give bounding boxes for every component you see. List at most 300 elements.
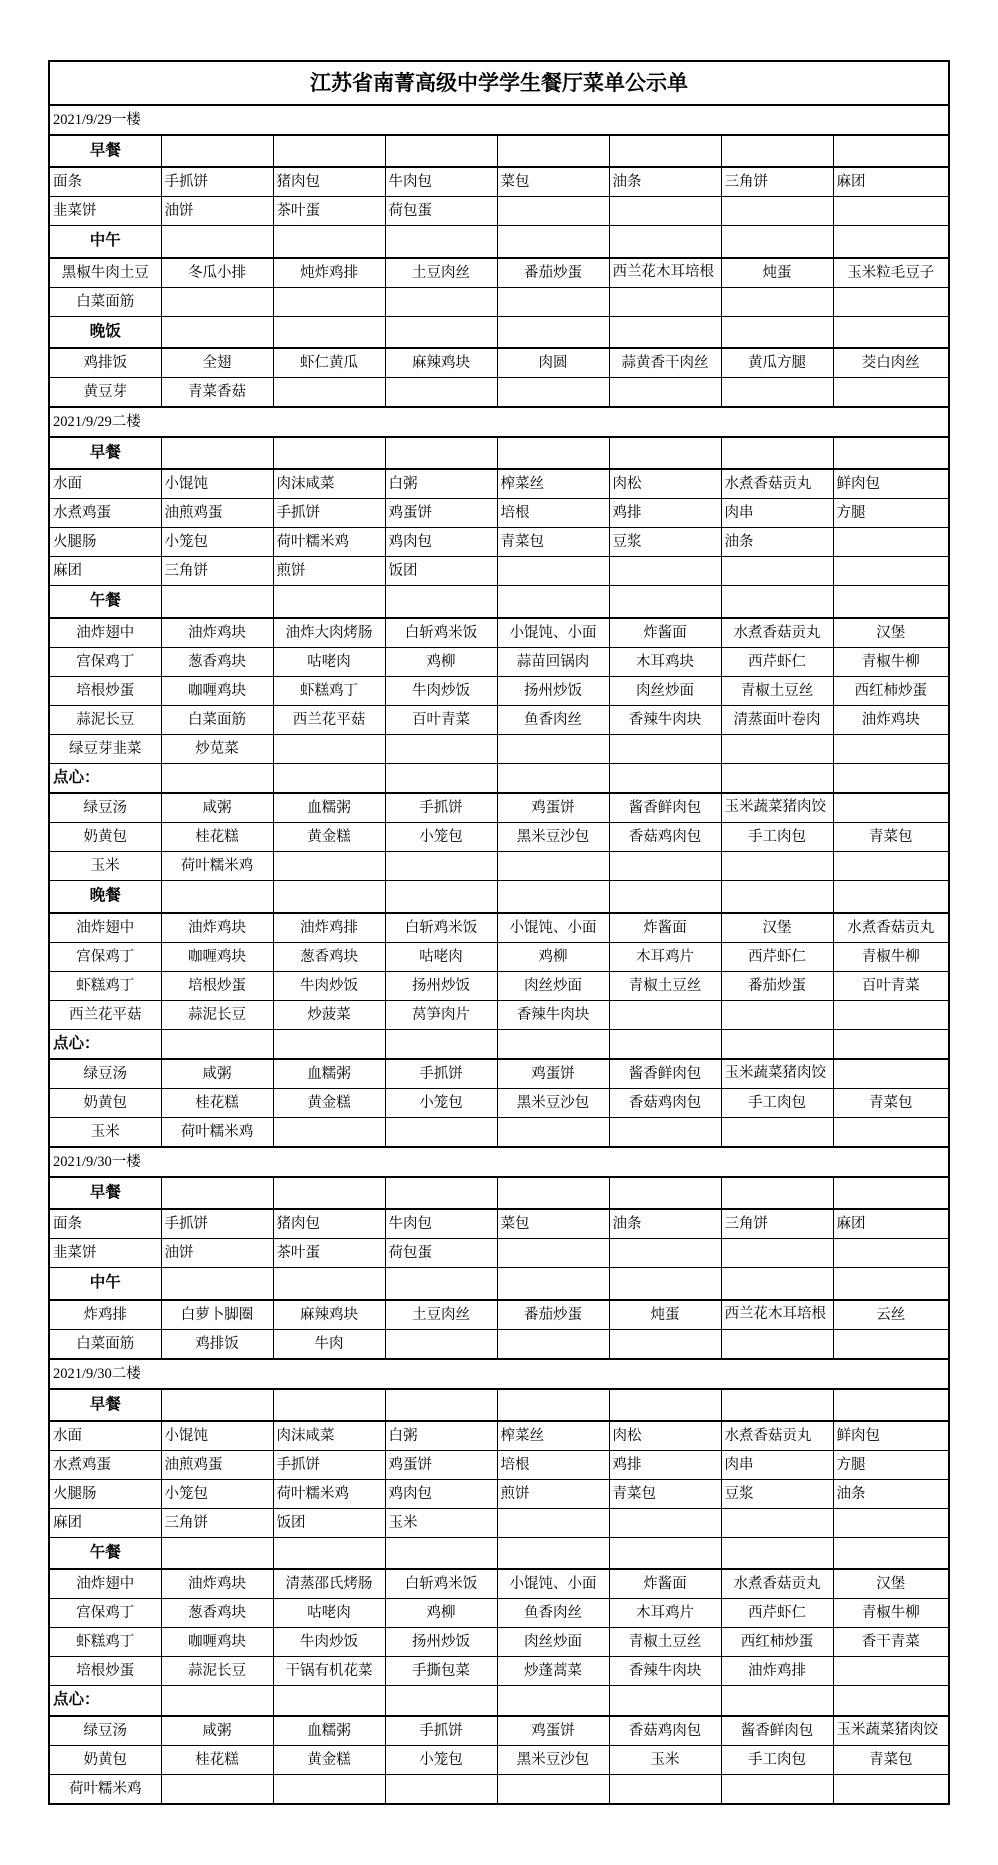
- menu-item-cell: 肉串: [721, 1450, 833, 1479]
- menu-item-row: [49, 676, 949, 705]
- menu-item-cell: 鸡蛋饼: [497, 1716, 609, 1746]
- menu-item-cell: 绿豆汤: [49, 1716, 161, 1746]
- empty-cell: [833, 793, 949, 823]
- menu-item-cell: 荷包蛋: [385, 197, 497, 226]
- empty-cell: [161, 226, 273, 258]
- menu-item-cell: 麻团: [833, 1209, 949, 1239]
- menu-item-cell: 麻辣鸡块: [273, 1300, 385, 1330]
- menu-item-cell: 炸酱面: [609, 913, 721, 943]
- empty-cell: [721, 1239, 833, 1268]
- meal-label: 中午: [49, 1268, 161, 1300]
- menu-item-cell: 云丝: [833, 1300, 949, 1330]
- menu-item-cell: 宫保鸡丁: [49, 647, 161, 676]
- empty-cell: [833, 1389, 949, 1421]
- menu-item-cell: 手撕包菜: [385, 1657, 497, 1686]
- date-floor-label: 2021/9/30一楼: [49, 1147, 949, 1177]
- meal-label: 中午: [49, 226, 161, 258]
- menu-item-cell: 油炸鸡排: [721, 1657, 833, 1686]
- menu-item-row: [49, 258, 949, 288]
- menu-title-row: [49, 61, 949, 105]
- menu-item-cell: 黑椒牛肉土豆: [49, 258, 161, 288]
- menu-item-cell: 油炸鸡排: [273, 913, 385, 943]
- menu-item-cell: 小笼包: [385, 823, 497, 852]
- menu-item-cell: 油饼: [161, 1239, 273, 1268]
- menu-item-cell: 白菜面筋: [49, 1329, 161, 1359]
- empty-cell: [833, 1029, 949, 1059]
- menu-item-cell: 牛肉包: [385, 1209, 497, 1239]
- menu-item-row: [49, 1000, 949, 1029]
- menu-item-cell: 肉沫咸菜: [273, 1421, 385, 1451]
- empty-cell: [273, 586, 385, 618]
- menu-item-cell: 培根: [497, 1450, 609, 1479]
- menu-item-cell: 番茄炒蛋: [497, 1300, 609, 1330]
- menu-item-cell: 冬瓜小排: [161, 258, 273, 288]
- menu-item-cell: 玉米: [49, 1118, 161, 1148]
- menu-item-cell: 茭白肉丝: [833, 348, 949, 378]
- menu-item-cell: 宫保鸡丁: [49, 942, 161, 971]
- menu-item-cell: 扬州炒饭: [497, 676, 609, 705]
- empty-cell: [721, 586, 833, 618]
- menu-item-cell: 奶黄包: [49, 1745, 161, 1774]
- menu-item-row: [49, 348, 949, 378]
- menu-item-cell: 玉米粒毛豆子: [833, 258, 949, 288]
- menu-item-cell: 百叶青菜: [385, 705, 497, 734]
- empty-cell: [609, 1177, 721, 1209]
- empty-cell: [385, 586, 497, 618]
- empty-cell: [833, 378, 949, 408]
- empty-cell: [721, 135, 833, 167]
- date-floor-row: [49, 1359, 949, 1389]
- menu-item-cell: 水煮鸡蛋: [49, 1450, 161, 1479]
- menu-item-cell: 玉米: [385, 1508, 497, 1537]
- menu-item-cell: 炒蓬蒿菜: [497, 1657, 609, 1686]
- empty-cell: [385, 437, 497, 469]
- menu-item-cell: 小馄饨、小面: [497, 1569, 609, 1599]
- empty-cell: [609, 881, 721, 913]
- menu-item-cell: 麻团: [833, 167, 949, 197]
- empty-cell: [497, 316, 609, 348]
- empty-cell: [609, 1389, 721, 1421]
- menu-item-cell: 小笼包: [385, 1745, 497, 1774]
- menu-item-cell: 扬州炒饭: [385, 971, 497, 1000]
- empty-cell: [497, 226, 609, 258]
- cafeteria-menu-table: [48, 60, 950, 1805]
- meal-heading-row: [49, 881, 949, 913]
- empty-cell: [497, 378, 609, 408]
- menu-item-cell: 培根: [497, 499, 609, 528]
- meal-label: 早餐: [49, 1177, 161, 1209]
- menu-item-cell: 血糯粥: [273, 1059, 385, 1089]
- menu-item-cell: 青菜香菇: [161, 378, 273, 408]
- empty-cell: [273, 1686, 385, 1716]
- menu-item-row: [49, 1479, 949, 1508]
- empty-cell: [609, 557, 721, 586]
- menu-item-cell: 手抓饼: [161, 167, 273, 197]
- menu-item-cell: 水煮香菇贡丸: [721, 1421, 833, 1451]
- menu-item-cell: 小馄饨: [161, 1421, 273, 1451]
- empty-cell: [385, 226, 497, 258]
- menu-item-cell: 香辣牛肉块: [497, 1000, 609, 1029]
- menu-item-cell: 番茄炒蛋: [497, 258, 609, 288]
- menu-item-cell: 鸡排: [609, 1450, 721, 1479]
- empty-cell: [721, 1177, 833, 1209]
- menu-item-cell: 蒜泥长豆: [161, 1000, 273, 1029]
- empty-cell: [833, 852, 949, 881]
- menu-item-cell: 麻团: [49, 1508, 161, 1537]
- menu-item-cell: 小馄饨: [161, 469, 273, 499]
- empty-cell: [721, 378, 833, 408]
- menu-item-cell: 白菜面筋: [161, 705, 273, 734]
- menu-item-cell: 黑米豆沙包: [497, 823, 609, 852]
- menu-item-cell: 白斩鸡米饭: [385, 618, 497, 648]
- menu-item-cell: 油炸翅中: [49, 1569, 161, 1599]
- empty-cell: [833, 1118, 949, 1148]
- menu-item-cell: 青椒牛柳: [833, 647, 949, 676]
- menu-item-row: [49, 793, 949, 823]
- menu-item-cell: [721, 1300, 833, 1330]
- empty-cell: [273, 1774, 385, 1804]
- menu-item-row: [49, 469, 949, 499]
- empty-cell: [721, 734, 833, 763]
- empty-cell: [721, 852, 833, 881]
- menu-item-row: [49, 499, 949, 528]
- menu-item-cell: 肉松: [609, 469, 721, 499]
- menu-item-row: [49, 734, 949, 763]
- empty-cell: [609, 1329, 721, 1359]
- menu-item-cell: 酱香鲜肉包: [721, 1716, 833, 1746]
- menu-item-cell: 荷叶糯米鸡: [161, 1118, 273, 1148]
- empty-cell: [497, 1029, 609, 1059]
- empty-cell: [385, 1177, 497, 1209]
- menu-item-cell: 青菜包: [833, 1089, 949, 1118]
- menu-item-cell: 猪肉包: [273, 167, 385, 197]
- empty-cell: [161, 437, 273, 469]
- menu-item-cell: 汉堡: [833, 618, 949, 648]
- date-floor-label: 2021/9/29一楼: [49, 105, 949, 135]
- empty-cell: [833, 1177, 949, 1209]
- menu-item-row: [49, 1450, 949, 1479]
- menu-item-row: [49, 1209, 949, 1239]
- empty-cell: [273, 881, 385, 913]
- empty-cell: [833, 1329, 949, 1359]
- menu-item-cell: 清蒸面叶卷肉: [721, 705, 833, 734]
- menu-item-cell: 鸡蛋饼: [497, 1059, 609, 1089]
- menu-item-cell: 方腿: [833, 499, 949, 528]
- menu-item-cell: 荷叶糯米鸡: [273, 1479, 385, 1508]
- menu-item-cell: 西兰花平菇: [273, 705, 385, 734]
- dim-sum-heading-row: [49, 1029, 949, 1059]
- menu-item-row: [49, 705, 949, 734]
- menu-item-cell: 牛肉包: [385, 167, 497, 197]
- empty-cell: [385, 1268, 497, 1300]
- empty-cell: [161, 1686, 273, 1716]
- menu-item-cell: 鸡肉包: [385, 1479, 497, 1508]
- menu-item-cell: 番茄炒蛋: [721, 971, 833, 1000]
- empty-cell: [273, 1177, 385, 1209]
- menu-item-cell: 菜包: [497, 1209, 609, 1239]
- empty-cell: [497, 557, 609, 586]
- empty-cell: [497, 287, 609, 316]
- empty-cell: [497, 763, 609, 793]
- menu-item-cell: 炒菠菜: [273, 1000, 385, 1029]
- empty-cell: [833, 734, 949, 763]
- menu-item-cell: 咸粥: [161, 793, 273, 823]
- empty-cell: [161, 1774, 273, 1804]
- menu-item-cell: 油条: [833, 1479, 949, 1508]
- empty-cell: [273, 135, 385, 167]
- menu-item-cell: 奶黄包: [49, 1089, 161, 1118]
- empty-cell: [385, 316, 497, 348]
- menu-item-row: [49, 287, 949, 316]
- empty-cell: [609, 734, 721, 763]
- empty-cell: [273, 1268, 385, 1300]
- menu-item-cell: 牛肉炒饭: [273, 971, 385, 1000]
- empty-cell: [833, 528, 949, 557]
- menu-item-cell: 咕咾肉: [385, 942, 497, 971]
- menu-item-cell: 肉圆: [497, 348, 609, 378]
- menu-item-cell: 血糯粥: [273, 793, 385, 823]
- empty-cell: [161, 135, 273, 167]
- empty-cell: [497, 1118, 609, 1148]
- menu-item-cell: 白斩鸡米饭: [385, 1569, 497, 1599]
- empty-cell: [497, 1508, 609, 1537]
- menu-item-cell: 培根炒蛋: [49, 676, 161, 705]
- menu-item-cell: 荷叶糯米鸡: [49, 1774, 161, 1804]
- menu-item-cell: 榨菜丝: [497, 469, 609, 499]
- empty-cell: [385, 1329, 497, 1359]
- menu-item-row: [49, 1089, 949, 1118]
- empty-cell: [833, 1508, 949, 1537]
- menu-item-cell: 全翅: [161, 348, 273, 378]
- empty-cell: [609, 1537, 721, 1569]
- menu-item-cell: 蒜黄香干肉丝: [609, 348, 721, 378]
- empty-cell: [385, 852, 497, 881]
- empty-cell: [385, 1118, 497, 1148]
- menu-item-cell: 桂花糕: [161, 1745, 273, 1774]
- menu-item-cell: 咕咾肉: [273, 647, 385, 676]
- menu-item-cell: 油炸鸡块: [161, 1569, 273, 1599]
- menu-item-cell: 手工肉包: [721, 1089, 833, 1118]
- menu-item-cell: 牛肉: [273, 1329, 385, 1359]
- menu-item-cell: 土豆肉丝: [385, 258, 497, 288]
- menu-item-cell: 木耳鸡块: [609, 647, 721, 676]
- empty-cell: [721, 1389, 833, 1421]
- menu-item-cell: 百叶青菜: [833, 971, 949, 1000]
- menu-item-cell: 鸡排饭: [49, 348, 161, 378]
- empty-cell: [833, 763, 949, 793]
- menu-item-cell: 水面: [49, 469, 161, 499]
- menu-item-row: [49, 913, 949, 943]
- dim-sum-label: 点心：: [49, 1029, 161, 1059]
- empty-cell: [385, 763, 497, 793]
- overflow-text: 玉米蔬菜猪肉饺: [724, 1065, 826, 1081]
- empty-cell: [497, 1537, 609, 1569]
- menu-item-cell: 土豆肉丝: [385, 1300, 497, 1330]
- empty-cell: [273, 437, 385, 469]
- menu-item-cell: 虾糕鸡丁: [273, 676, 385, 705]
- menu-item-cell: 三角饼: [721, 167, 833, 197]
- menu-item-cell: 油饼: [161, 197, 273, 226]
- menu-item-row: [49, 1599, 949, 1628]
- menu-item-cell: 炸酱面: [609, 618, 721, 648]
- menu-item-cell: 香菇鸡肉包: [609, 1089, 721, 1118]
- date-floor-label: 2021/9/30二楼: [49, 1359, 949, 1389]
- menu-item-cell: 青菜包: [833, 823, 949, 852]
- overflow-text: 西兰花木耳培根: [612, 263, 714, 280]
- menu-item-cell: 青椒牛柳: [833, 942, 949, 971]
- menu-item-cell: 水煮鸡蛋: [49, 499, 161, 528]
- menu-item-cell: 油炸鸡块: [833, 705, 949, 734]
- menu-item-cell: 干锅有机花菜: [273, 1657, 385, 1686]
- menu-item-cell: 火腿肠: [49, 528, 161, 557]
- menu-item-cell: 青菜包: [497, 528, 609, 557]
- menu-item-cell: 水煮香菇贡丸: [721, 469, 833, 499]
- menu-item-cell: 手工肉包: [721, 823, 833, 852]
- menu-item-cell: 荷叶糯米鸡: [161, 852, 273, 881]
- menu-item-cell: 黄金糕: [273, 1745, 385, 1774]
- menu-item-cell: 油条: [721, 528, 833, 557]
- menu-item-row: [49, 557, 949, 586]
- meal-heading-row: [49, 316, 949, 348]
- menu-item-cell: 青椒土豆丝: [609, 971, 721, 1000]
- menu-item-cell: 绿豆汤: [49, 793, 161, 823]
- empty-cell: [497, 734, 609, 763]
- empty-cell: [161, 1268, 273, 1300]
- empty-cell: [273, 287, 385, 316]
- menu-item-cell: 炖炸鸡排: [273, 258, 385, 288]
- empty-cell: [609, 1508, 721, 1537]
- menu-item-cell: 麻团: [49, 557, 161, 586]
- menu-item-cell: 白粥: [385, 1421, 497, 1451]
- menu-item-row: [49, 1569, 949, 1599]
- dim-sum-label: 点心：: [49, 763, 161, 793]
- menu-item-cell: [833, 1716, 949, 1746]
- menu-item-cell: 肉丝炒面: [609, 676, 721, 705]
- menu-item-cell: 青菜包: [833, 1745, 949, 1774]
- dim-sum-label: 点心：: [49, 1686, 161, 1716]
- menu-item-row: [49, 647, 949, 676]
- menu-item-cell: 西芹虾仁: [721, 1599, 833, 1628]
- menu-item-cell: 韭菜饼: [49, 197, 161, 226]
- meal-label: 午餐: [49, 1537, 161, 1569]
- empty-cell: [609, 316, 721, 348]
- menu-item-row: [49, 618, 949, 648]
- menu-item-cell: 煎饼: [273, 557, 385, 586]
- empty-cell: [273, 763, 385, 793]
- menu-item-cell: 扬州炒饭: [385, 1628, 497, 1657]
- menu-item-cell: 蒜泥长豆: [161, 1657, 273, 1686]
- menu-item-cell: 白萝卜脚圈: [161, 1300, 273, 1330]
- menu-item-cell: 猪肉包: [273, 1209, 385, 1239]
- meal-heading-row: [49, 1177, 949, 1209]
- menu-item-cell: [609, 258, 721, 288]
- meal-heading-row: [49, 226, 949, 258]
- menu-item-cell: 小笼包: [161, 528, 273, 557]
- dim-sum-heading-row: [49, 1686, 949, 1716]
- menu-item-cell: 油炸大肉烤肠: [273, 618, 385, 648]
- menu-item-cell: 虾糕鸡丁: [49, 1628, 161, 1657]
- menu-item-cell: 肉松: [609, 1421, 721, 1451]
- empty-cell: [721, 1686, 833, 1716]
- menu-item-cell: 培根炒蛋: [161, 971, 273, 1000]
- menu-item-cell: 三角饼: [161, 1508, 273, 1537]
- menu-item-row: [49, 528, 949, 557]
- date-floor-row: [49, 407, 949, 437]
- menu-item-cell: 油煎鸡蛋: [161, 499, 273, 528]
- menu-item-cell: 绿豆芽韭菜: [49, 734, 161, 763]
- empty-cell: [721, 1268, 833, 1300]
- menu-item-cell: 炖蛋: [721, 258, 833, 288]
- empty-cell: [721, 1537, 833, 1569]
- menu-item-cell: 香菇鸡肉包: [609, 1716, 721, 1746]
- menu-item-cell: 香菇鸡肉包: [609, 823, 721, 852]
- menu-item-cell: 鸡排: [609, 499, 721, 528]
- menu-item-cell: 炸酱面: [609, 1569, 721, 1599]
- menu-item-row: [49, 1657, 949, 1686]
- menu-item-cell: 菜包: [497, 167, 609, 197]
- menu-item-cell: 香辣牛肉块: [609, 705, 721, 734]
- menu-item-cell: 榨菜丝: [497, 1421, 609, 1451]
- menu-item-cell: [721, 1059, 833, 1089]
- empty-cell: [497, 586, 609, 618]
- empty-cell: [609, 1000, 721, 1029]
- empty-cell: [833, 135, 949, 167]
- menu-item-cell: 鸡蛋饼: [497, 793, 609, 823]
- menu-item-cell: 西红柿炒蛋: [833, 676, 949, 705]
- menu-item-cell: 鸡排饭: [161, 1329, 273, 1359]
- menu-item-row: [49, 1508, 949, 1537]
- meal-label: 晚饭: [49, 316, 161, 348]
- menu-item-cell: 荷叶糯米鸡: [273, 528, 385, 557]
- empty-cell: [609, 1118, 721, 1148]
- empty-cell: [609, 586, 721, 618]
- menu-item-row: [49, 1300, 949, 1330]
- empty-cell: [609, 437, 721, 469]
- menu-item-cell: 咕咾肉: [273, 1599, 385, 1628]
- empty-cell: [161, 881, 273, 913]
- empty-cell: [721, 1774, 833, 1804]
- menu-item-cell: 木耳鸡片: [609, 1599, 721, 1628]
- menu-item-cell: 莴笋肉片: [385, 1000, 497, 1029]
- empty-cell: [273, 316, 385, 348]
- meal-heading-row: [49, 437, 949, 469]
- menu-item-row: [49, 1329, 949, 1359]
- empty-cell: [721, 197, 833, 226]
- empty-cell: [497, 437, 609, 469]
- menu-item-cell: 鸡柳: [385, 1599, 497, 1628]
- menu-item-row: [49, 1716, 949, 1746]
- empty-cell: [609, 287, 721, 316]
- menu-item-cell: 葱香鸡块: [161, 647, 273, 676]
- meal-label: 午餐: [49, 586, 161, 618]
- menu-item-cell: 青椒牛柳: [833, 1599, 949, 1628]
- menu-item-cell: 茶叶蛋: [273, 197, 385, 226]
- meal-heading-row: [49, 1389, 949, 1421]
- empty-cell: [273, 734, 385, 763]
- empty-cell: [161, 1029, 273, 1059]
- menu-item-cell: 桂花糕: [161, 1089, 273, 1118]
- menu-item-cell: 咸粥: [161, 1059, 273, 1089]
- menu-item-cell: 咖喱鸡块: [161, 1628, 273, 1657]
- empty-cell: [833, 1059, 949, 1089]
- empty-cell: [721, 1329, 833, 1359]
- menu-item-cell: 西芹虾仁: [721, 942, 833, 971]
- empty-cell: [273, 226, 385, 258]
- menu-item-cell: 鸡柳: [385, 647, 497, 676]
- menu-item-cell: 油条: [609, 167, 721, 197]
- date-floor-row: [49, 1147, 949, 1177]
- empty-cell: [161, 1537, 273, 1569]
